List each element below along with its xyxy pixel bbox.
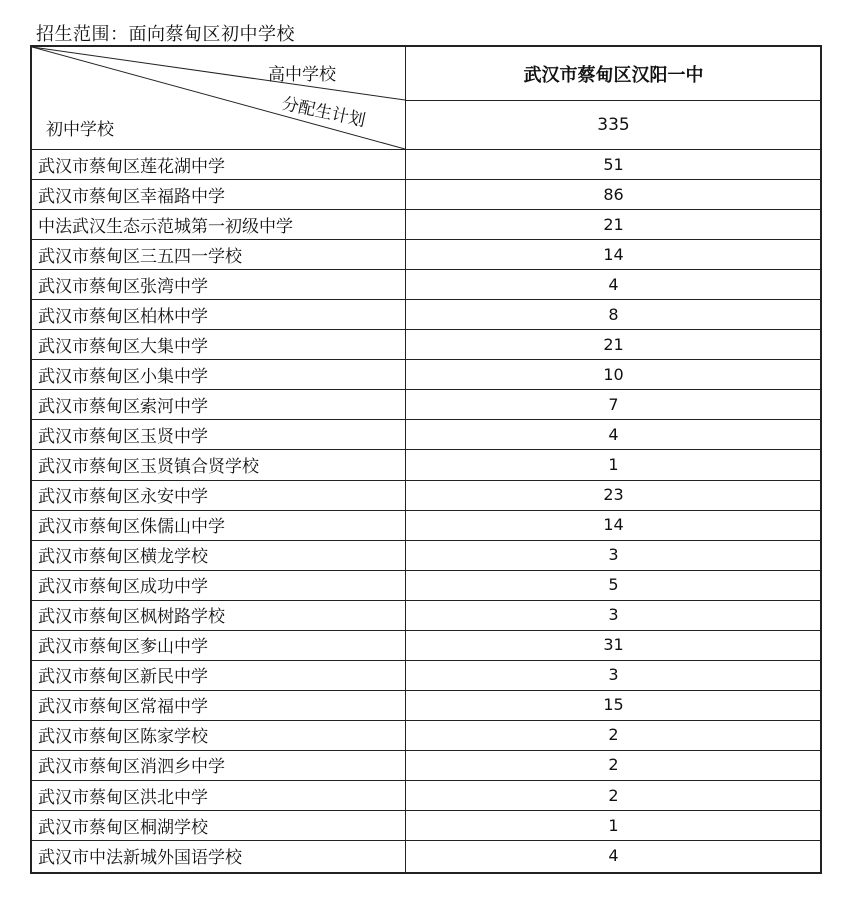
table-row (32, 149, 820, 179)
table-row (32, 269, 820, 299)
middle-school-name: 武汉市蔡甸区张湾中学 (38, 276, 208, 297)
middle-school-name: 武汉市蔡甸区常福中学 (38, 697, 208, 718)
quota-value: 31 (603, 635, 624, 655)
table-row (32, 690, 820, 720)
table-row (32, 299, 820, 329)
table-row (32, 480, 820, 510)
table-row (32, 750, 820, 780)
middle-school-header: 初中学校 (46, 120, 114, 140)
quota-value: 1 (608, 815, 619, 835)
middle-school-name: 武汉市蔡甸区新民中学 (38, 667, 208, 688)
middle-school-name: 武汉市蔡甸区三五四一学校 (38, 246, 242, 267)
high-school-header: 高中学校 (268, 65, 336, 85)
quota-value: 51 (603, 154, 624, 174)
table-row (32, 780, 820, 810)
table-row (32, 600, 820, 630)
quota-value: 14 (603, 515, 624, 535)
diagonal-header-cell (32, 47, 405, 149)
middle-school-name: 武汉市蔡甸区玉贤中学 (38, 426, 208, 447)
table-row (32, 209, 820, 239)
table-row (32, 570, 820, 600)
table-row (32, 239, 820, 269)
middle-school-name: 武汉市蔡甸区大集中学 (38, 336, 208, 357)
quota-value: 2 (608, 725, 619, 745)
quota-value: 4 (608, 424, 619, 444)
table-row (32, 540, 820, 570)
middle-school-name: 武汉市蔡甸区柏林中学 (38, 306, 208, 327)
table-row (32, 449, 820, 479)
middle-school-name: 武汉市蔡甸区枫树路学校 (38, 607, 225, 628)
table-row (32, 359, 820, 389)
quota-value: 2 (608, 785, 619, 805)
middle-school-name: 武汉市蔡甸区玉贤镇合贤学校 (38, 456, 259, 477)
quota-value: 3 (608, 605, 619, 625)
table-row (32, 720, 820, 750)
middle-school-name: 武汉市蔡甸区消泗乡中学 (38, 757, 225, 778)
middle-school-name: 武汉市中法新城外国语学校 (38, 847, 242, 868)
quota-value: 2 (608, 755, 619, 775)
middle-school-name: 武汉市蔡甸区奓山中学 (38, 637, 208, 658)
middle-school-name: 武汉市蔡甸区洪北中学 (38, 787, 208, 808)
table-row (32, 630, 820, 660)
table-row (32, 810, 820, 840)
middle-school-name: 武汉市蔡甸区小集中学 (38, 366, 208, 387)
table-row (32, 510, 820, 540)
quota-value: 3 (608, 665, 619, 685)
quota-value: 8 (608, 304, 619, 324)
quota-value: 3 (608, 545, 619, 565)
quota-value: 4 (608, 845, 619, 865)
quota-value: 21 (603, 214, 624, 234)
quota-value: 1 (608, 454, 619, 474)
middle-school-name: 武汉市蔡甸区幸福路中学 (38, 186, 225, 207)
table-row (32, 840, 820, 870)
quota-value: 4 (608, 274, 619, 294)
middle-school-name: 武汉市蔡甸区成功中学 (38, 577, 208, 598)
quota-value: 21 (603, 334, 624, 354)
table-row (32, 389, 820, 419)
middle-school-name: 武汉市蔡甸区陈家学校 (38, 727, 208, 748)
quota-value: 23 (603, 485, 624, 505)
table-caption: 招生范围：面向蔡甸区初中学校 (36, 24, 295, 45)
table-row (32, 419, 820, 449)
table-body (32, 149, 820, 870)
middle-school-name: 武汉市蔡甸区侏儒山中学 (38, 517, 225, 538)
allocation-table (30, 45, 822, 874)
quota-value: 15 (603, 695, 624, 715)
table-row (32, 329, 820, 359)
total-quota: 335 (597, 114, 630, 135)
middle-school-name: 武汉市蔡甸区永安中学 (38, 487, 208, 508)
quota-value: 86 (603, 184, 624, 204)
quota-value: 10 (603, 364, 624, 384)
table-row (32, 660, 820, 690)
quota-plan-header: 分配生计划 (279, 93, 368, 132)
middle-school-name: 武汉市蔡甸区莲花湖中学 (38, 156, 225, 177)
middle-school-name: 中法武汉生态示范城第一初级中学 (38, 216, 293, 237)
target-school-header: 武汉市蔡甸区汉阳一中 (523, 64, 704, 86)
middle-school-name: 武汉市蔡甸区横龙学校 (38, 547, 208, 568)
quota-value: 7 (608, 394, 619, 414)
quota-value: 14 (603, 244, 624, 264)
middle-school-name: 武汉市蔡甸区索河中学 (38, 396, 208, 417)
middle-school-name: 武汉市蔡甸区桐湖学校 (38, 817, 208, 838)
table-row (32, 179, 820, 209)
quota-value: 5 (608, 575, 619, 595)
